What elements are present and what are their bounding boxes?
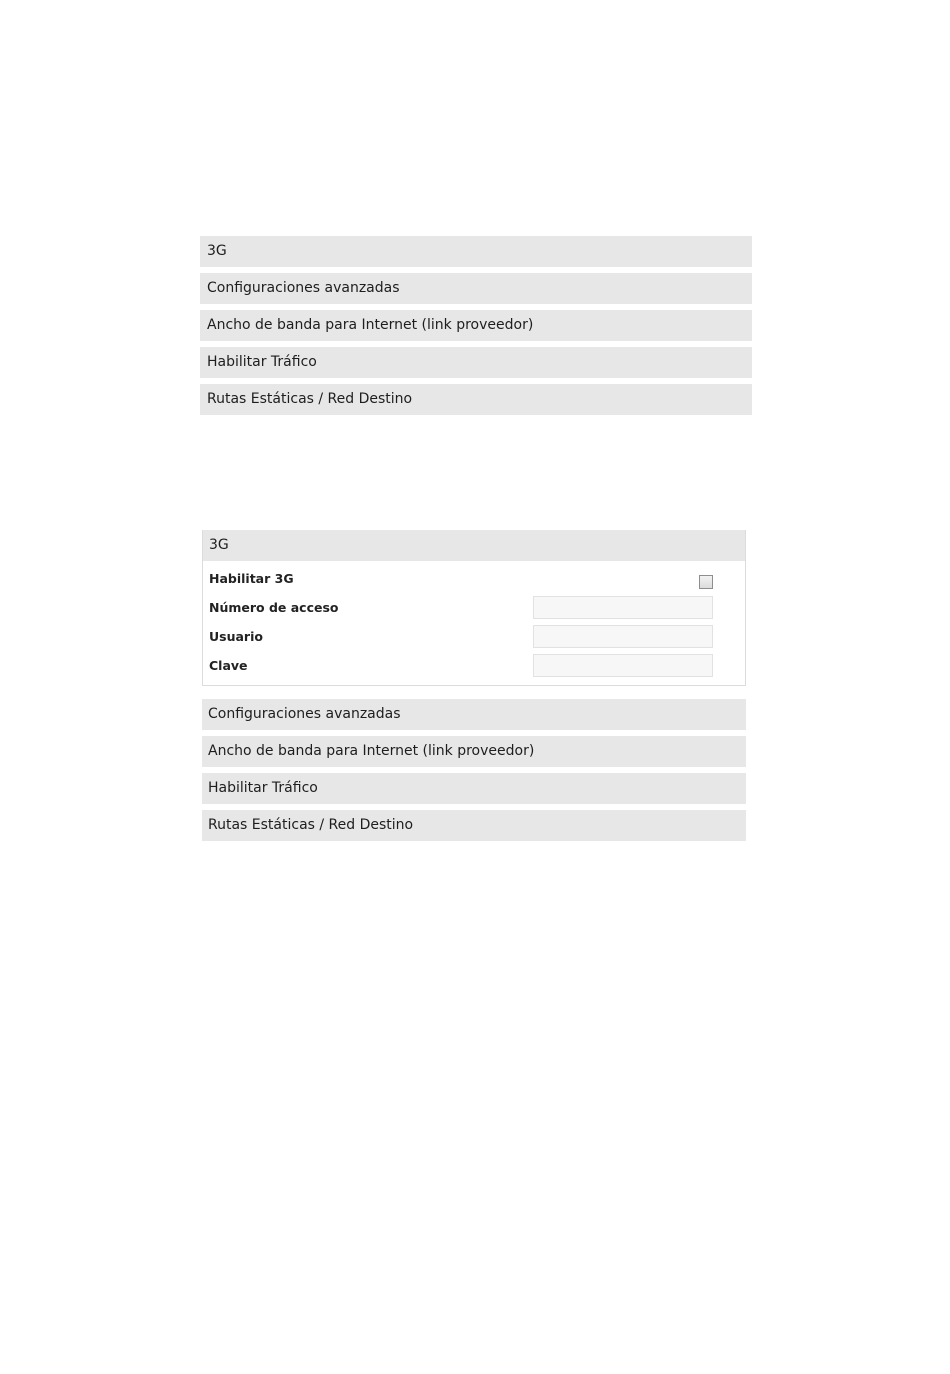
section-header-static-routes[interactable]: Rutas Estáticas / Red Destino xyxy=(200,384,752,415)
password-row xyxy=(209,651,713,680)
section-header-3g[interactable]: 3G xyxy=(203,530,745,561)
section-header-internet-bandwidth[interactable]: Ancho de banda para Internet (link proveedor) xyxy=(200,310,752,341)
settings-accordion-collapsed xyxy=(200,236,752,421)
section-header-advanced-settings[interactable]: Configuraciones avanzadas xyxy=(202,699,746,730)
username-label: Usuario xyxy=(209,629,263,644)
section-header-enable-traffic[interactable]: Habilitar Tráfico xyxy=(200,347,752,378)
section-panel-3g xyxy=(202,530,746,686)
password-input[interactable] xyxy=(533,654,713,677)
access-number-input[interactable] xyxy=(533,596,713,619)
enable-3g-checkbox[interactable] xyxy=(699,575,713,589)
access-number-label: Número de acceso xyxy=(209,600,339,615)
section-header-3g[interactable]: 3G xyxy=(200,236,752,267)
section-header-advanced-settings[interactable]: Configuraciones avanzadas xyxy=(200,273,752,304)
section-header-enable-traffic[interactable]: Habilitar Tráfico xyxy=(202,773,746,804)
enable-3g-row xyxy=(209,567,713,593)
section-header-static-routes[interactable]: Rutas Estáticas / Red Destino xyxy=(202,810,746,841)
password-label: Clave xyxy=(209,658,248,673)
settings-accordion-expanded xyxy=(202,530,746,847)
access-number-row xyxy=(209,593,713,622)
section-header-internet-bandwidth[interactable]: Ancho de banda para Internet (link proveedor) xyxy=(202,736,746,767)
username-row xyxy=(209,622,713,651)
section-body-3g xyxy=(203,561,745,685)
enable-3g-label: Habilitar 3G xyxy=(209,571,294,586)
username-input[interactable] xyxy=(533,625,713,648)
